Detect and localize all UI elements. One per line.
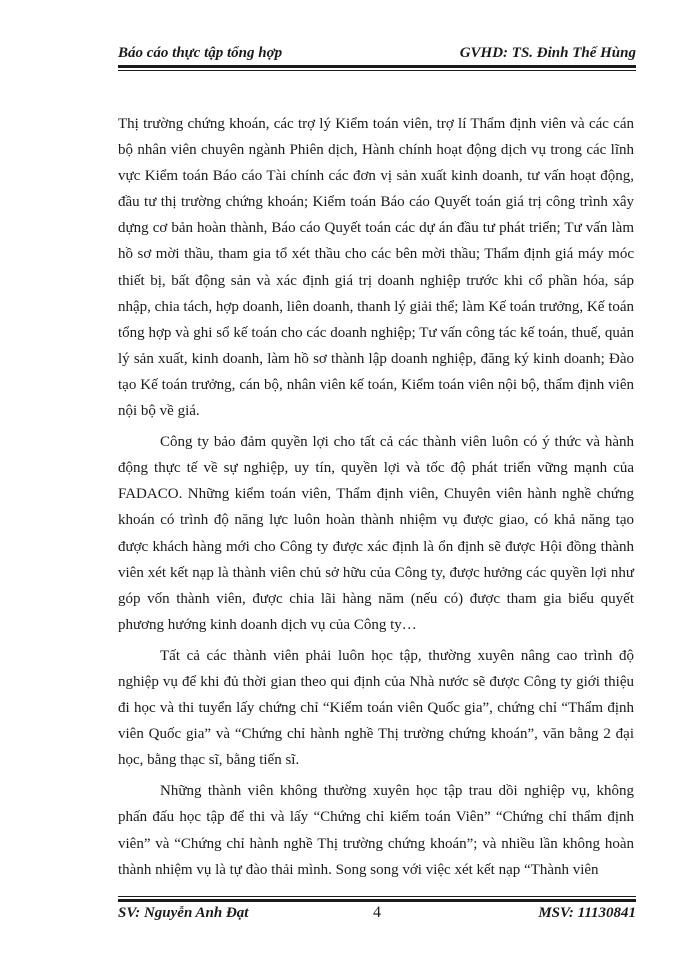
footer-rule-thick [118, 899, 636, 902]
paragraph-3: Tất cả các thành viên phải luôn học tập, thường xuyên nâng cao trình độ nghiệp vụ để khi đủ thời gian theo qui định của Nhà nước sẽ được Công ty giới thiệu đi học và thi tuyển lấy chứng chỉ “Kiểm toán viên Quốc gia”, chứng chỉ “Thẩm định viên Quốc gia” và “Chứng chỉ hành nghề Thị trường chứng khoán”, văn bằng 2 đại học, bằng thạc sĩ, bằng tiến sĩ. [118, 647, 634, 769]
paragraph-4: Những thành viên không thường xuyên học tập trau dồi nghiệp vụ, không phấn đấu học tập để thi và lấy “Chứng chỉ kiểm toán Viên” “Chứng chỉ thẩm định viên” và “Chứng chỉ hành nghề Thị trường chứng khoán”; và nhiều lần không hoàn thành nhiệm vụ là tự đào thải mình. Song song với việc xét kết nạp “Thành viên [118, 783, 634, 878]
paragraph-2: Công ty bảo đảm quyền lợi cho tất cả các thành viên luôn có ý thức và hành động thực tế về sự nghiệp, uy tín, quyền lợi và tốc độ phát triển vững mạnh của FADACO. Những kiểm toán viên, Thẩm định viên, Chuyên viên hành nghề chứng khoán có trình độ năng lực luôn hoàn thành nhiệm vụ được giao, có khả năng tạo được khách hàng mới cho Công ty được xác định là ổn định sẽ được Hội đồng thành viên xét kết nạp là thành viên chủ sở hữu của Công ty, được hưởng các quyền lợi như góp vốn thành viên, được chia lãi hàng năm (nếu có) được tham gia biểu quyết phương hướng kinh doanh dịch vụ của Công ty… [118, 434, 634, 633]
header-rule-thick [118, 65, 636, 68]
page-number: 4 [373, 904, 381, 921]
report-title: Báo cáo thực tập tổng hợp [118, 45, 283, 61]
supervisor: GVHD: TS. Đinh Thế Hùng [459, 45, 636, 61]
body-text [118, 111, 634, 888]
paragraph-1: Thị trường chứng khoán, các trợ lý Kiểm toán viên, trợ lí Thẩm định viên và các cán bộ nhân viên chuyên ngành Phiên dịch, Hành chính hoạt động dịch vụ trong các lĩnh vực Kiểm toán Báo cáo Tài chính các đơn vị sản xuất kinh doanh, tư vấn hoạt động, đầu tư thị trường chứng khoán; Kiểm toán Báo cáo Quyết toán giá trị công trình xây dựng cơ bản hoàn thành, Báo cáo Quyết toán các dự án đầu tư phát triển; Tư vấn làm hồ sơ mời thầu, tham gia tổ xét thầu cho các bên mời thầu; Thẩm định giá máy móc thiết bị, bất động sản và xác định giá trị doanh nghiệp trước khi cổ phần hóa, sáp nhập, chia tách, hợp doanh, liên doanh, thanh lý giải thể; làm Kế toán trưởng, Kế toán tổng hợp và ghi sổ kế toán cho các doanh nghiệp; Tư vấn công tác kế toán, thuế, quản lý sản xuất, kinh doanh, làm hồ sơ thành lập doanh nghiệp, đăng ký kinh doanh; Đào tạo Kế toán trưởng, cán bộ, nhân viên kế toán, Kiểm toán viên nội bộ, thẩm định viên nội bộ về giá. [118, 116, 634, 420]
footer-rule-thin [118, 896, 636, 897]
page-footer [118, 904, 636, 926]
header-rule-thin [118, 70, 636, 71]
student-name: SV: Nguyễn Anh Đạt [118, 905, 249, 921]
student-id: MSV: 11130841 [538, 905, 636, 921]
page-header [118, 40, 636, 62]
